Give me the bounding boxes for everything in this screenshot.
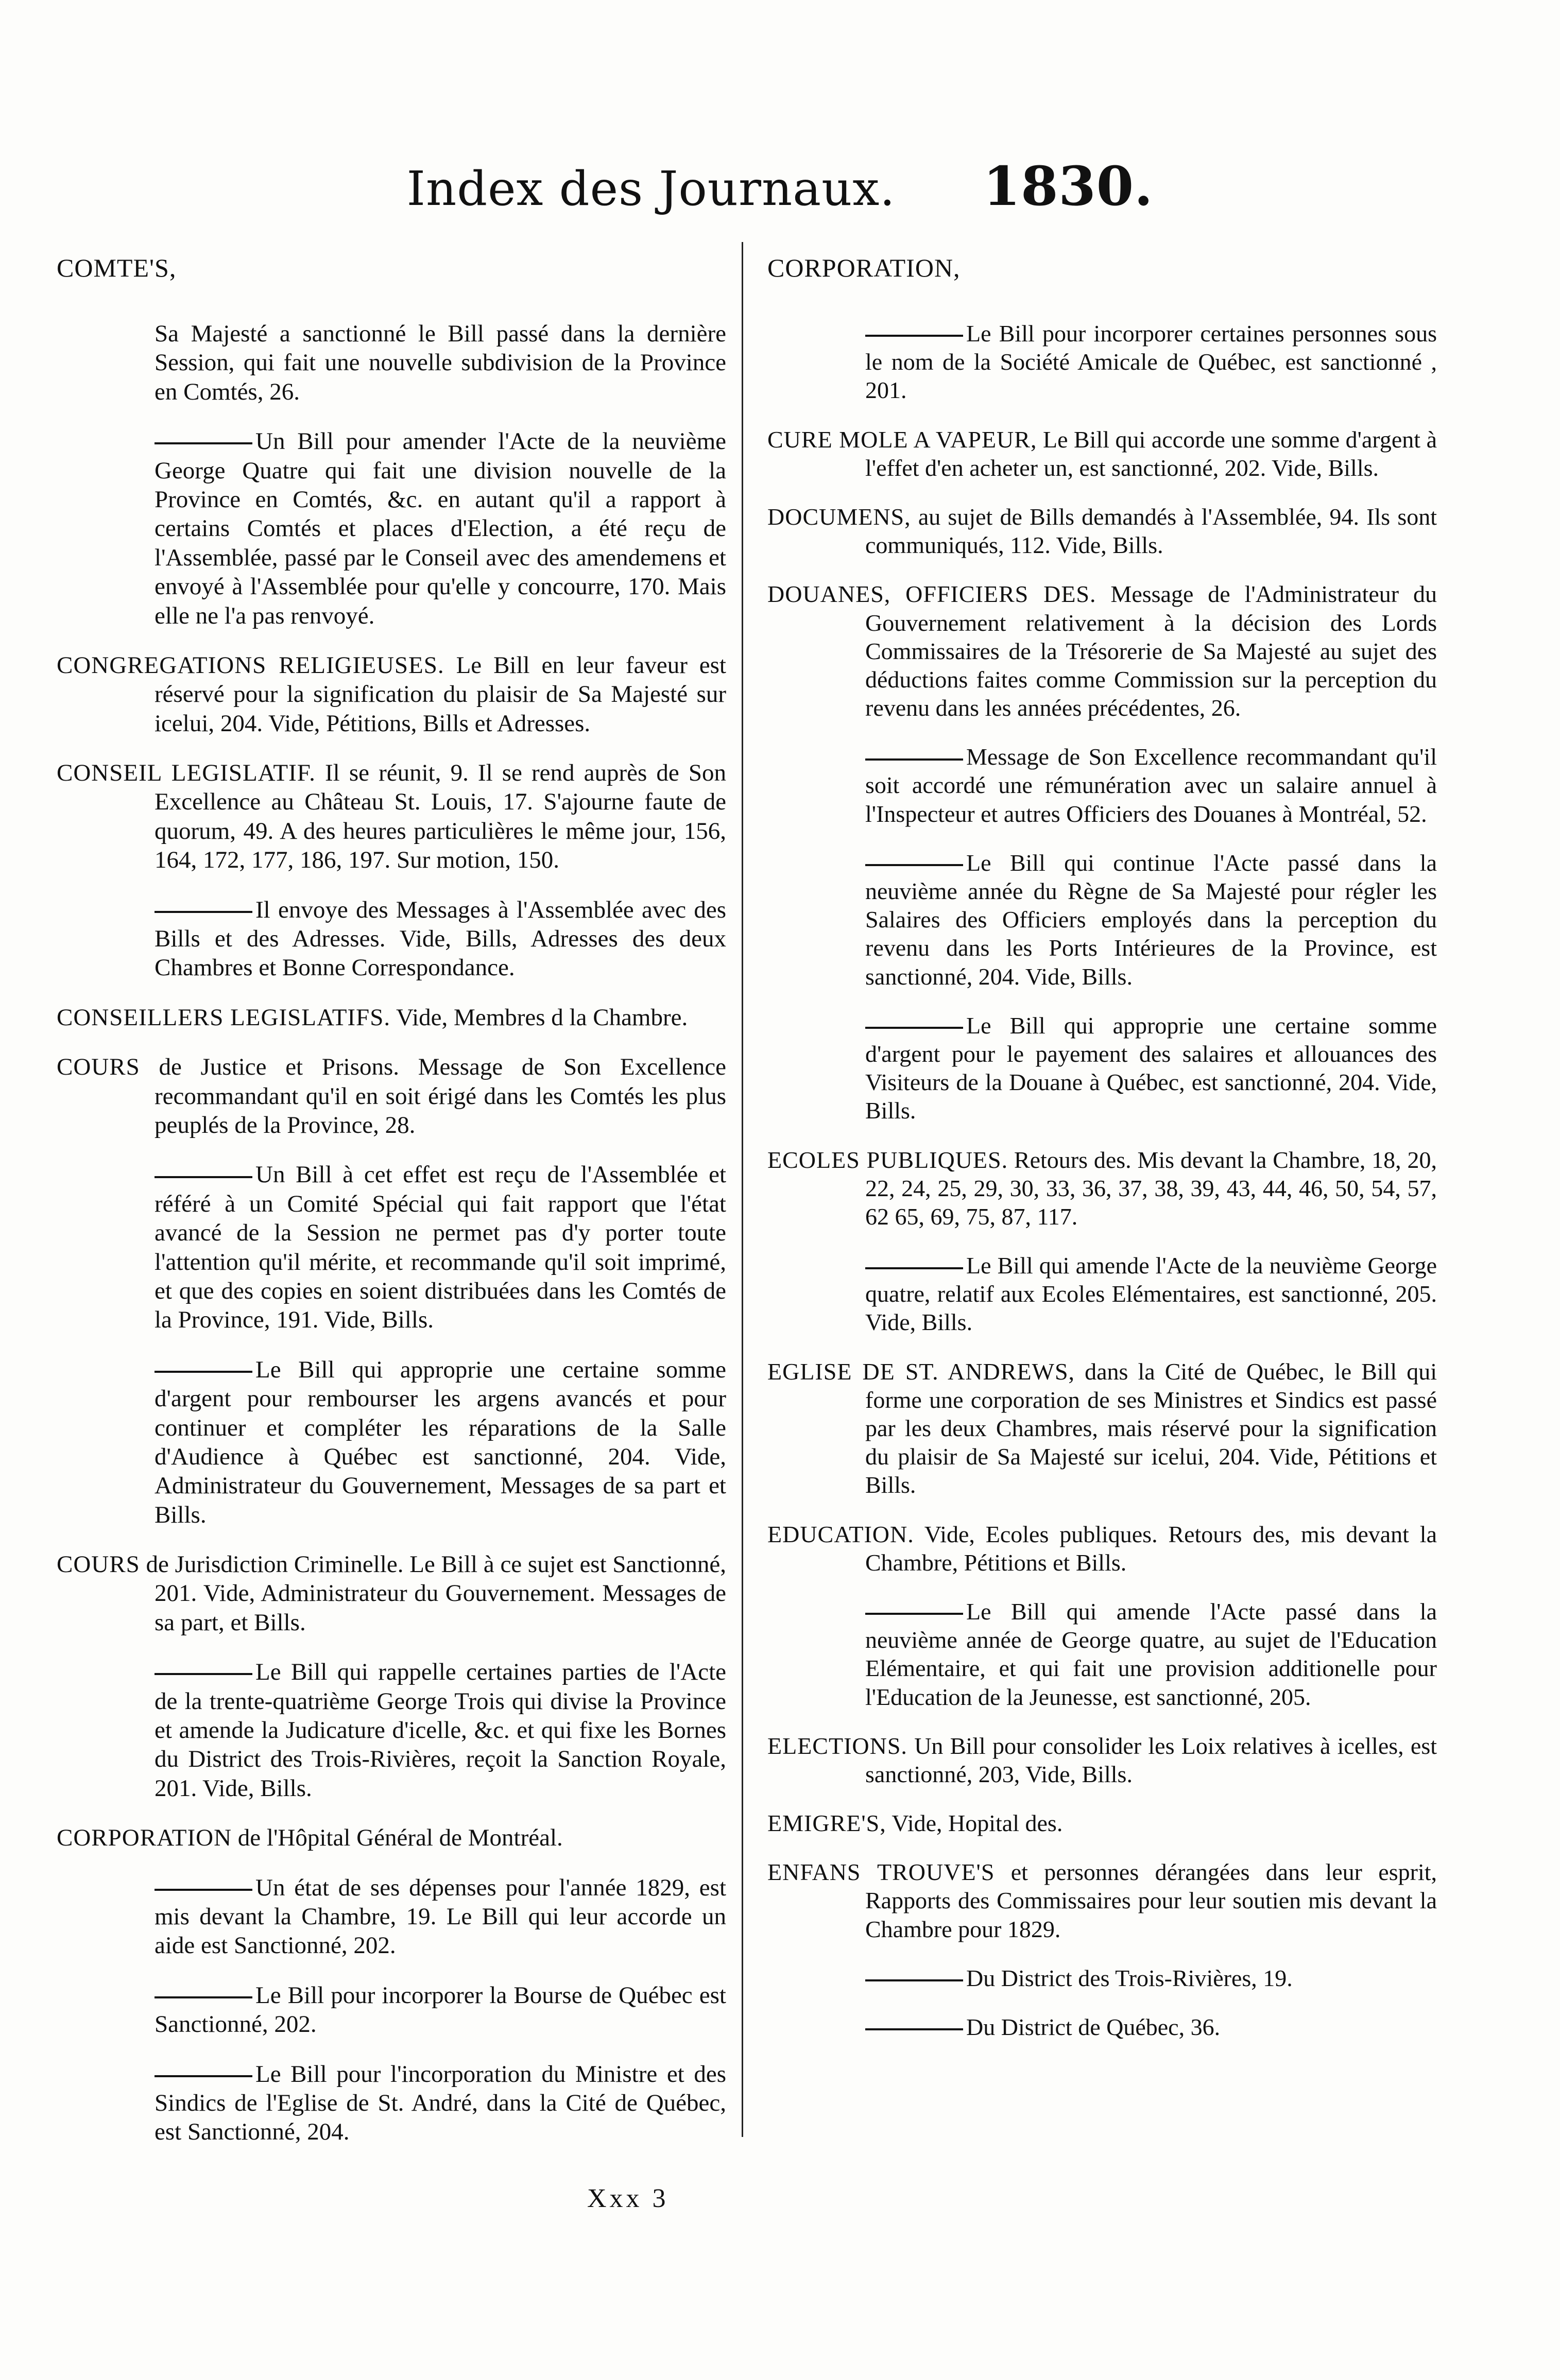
entry-text: de l'Hôpital Général de Montréal.: [237, 1824, 563, 1852]
ditto-dash: [865, 1027, 963, 1029]
index-entry: [57, 1981, 726, 2039]
entry-head: ENFANS TROUVE'S: [767, 1859, 995, 1886]
entry-text: Sa Majesté a sanctionné le Bill passé dans la dernière Session, qui fait une nouvelle subdivision de la Province en Comtés, 26.: [155, 320, 726, 405]
entry-text: Retours des. Mis devant la Chambre, 18, 20, 22, 24, 25, 29, 30, 33, 36, 37, 38, 39, 43, 44, 46, 50, 54, 57, 62 65, 69, 75, 87, 117.: [865, 1146, 1437, 1230]
entry-text: Du District de Québec, 36.: [966, 2014, 1221, 2040]
index-entry: [57, 1053, 726, 1140]
ditto-dash: [155, 1371, 252, 1373]
index-entry: [57, 2060, 726, 2147]
entry-text: Il se réunit, 9. Il se rend auprès de Son Excellence au Château St. Louis, 17. S'ajourne faute de quorum, 49. A des heures particulières le même jour, 156, 164, 172, 177, 186, 197. Sur motion, 150.: [155, 760, 726, 874]
ditto-dash: [155, 442, 252, 444]
ditto-dash: [155, 911, 252, 913]
entry-head: CONSEIL LEGISLATIF.: [57, 760, 316, 787]
entry-head: EMIGRE'S,: [767, 1810, 886, 1837]
right-column-heading: CORPORATION,: [767, 253, 961, 282]
entry-text: Le Bill qui rappelle certaines parties de l'Acte de la trente-quatrième George Trois qui divise la Province et amende la Judicature d'icelle, &c. et qui fixe les Bornes du District des Trois-Rivières, reçoit la Sanction Royale, 201. Vide, Bills.: [155, 1659, 726, 1802]
right-column: [767, 252, 1437, 2062]
entry-head: ELECTIONS.: [767, 1732, 907, 1759]
index-entry: [767, 1858, 1437, 1943]
index-entry: [767, 1520, 1437, 1577]
index-entry: [767, 1146, 1437, 1231]
left-column: [57, 252, 726, 2167]
index-entry: [767, 1809, 1437, 1837]
entry-text: Le Bill en leur faveur est réservé pour la signification du plaisir de Sa Majesté sur icelui, 204. Vide, Pétitions, Bills et Adresses.: [155, 651, 726, 737]
entry-head: COURS: [57, 1551, 140, 1578]
index-entry: [767, 1251, 1437, 1337]
entry-text: Le Bill qui continue l'Acte passé dans la neuvième année du Règne de Sa Majesté pour régler les Salaires des Officiers employés dans la perception du revenu dans les Ports Intérieures de la Province, est sanctionné, 204. Vide, Bills.: [865, 849, 1437, 990]
ditto-dash: [865, 1267, 963, 1269]
running-head-year: 1830.: [983, 154, 1154, 218]
signature-mark: Xxx 3: [587, 2184, 669, 2213]
entry-head: CORPORATION: [57, 1824, 232, 1852]
entry-text: au sujet de Bills demandés à l'Assemblée, 94. Ils sont communiqués, 112. Vide, Bills.: [865, 503, 1437, 559]
ditto-dash: [865, 758, 963, 761]
index-entry: [767, 580, 1437, 722]
ditto-dash: [865, 1979, 963, 1981]
index-entry: [57, 1873, 726, 1960]
entry-text: de Jurisdiction Criminelle. Le Bill à ce sujet est Sanctionné, 201. Vide, Administrateur du Gouvernement. Messages de sa part, et Bills.: [146, 1551, 726, 1636]
entry-text: Le Bill qui approprie une certaine somme d'argent pour rembourser les argens avancés et pour continuer et compléter les réparations de la Salle d'Audience à Québec est sanctionné, 204. Vide, Administrateur du Gouvernement, Messages de sa part et Bills.: [155, 1356, 726, 1528]
entry-text: et personnes dérangées dans leur esprit, Rapports des Commissaires pour leur soutien mis devant la Chambre pour 1829.: [865, 1859, 1437, 1942]
index-entry: [57, 427, 726, 630]
ditto-dash: [155, 2075, 252, 2077]
entry-text: dans la Cité de Québec, le Bill qui forme une corporation de ses Ministres et Sindics est passé par les deux Chambres, mais réservé pour la signification du plaisir de Sa Majesté sur icelui, 204. Vide, Pétitions et Bills.: [865, 1358, 1437, 1498]
ditto-dash: [865, 1613, 963, 1615]
entry-text: Un état de ses dépenses pour l'année 1829, est mis devant la Chambre, 19. Le Bill qui leur accorde un aide est Sanctionné, 202.: [155, 1874, 726, 1959]
index-entry: [767, 503, 1437, 559]
entry-text: Il envoye des Messages à l'Assemblée avec des Bills et des Adresses. Vide, Bills, Adresses des deux Chambres et Bonne Correspondance.: [155, 896, 726, 981]
index-entry: [57, 1003, 726, 1032]
ditto-dash: [865, 2028, 963, 2030]
index-entry: [767, 849, 1437, 991]
entry-text: Le Bill qui amende l'Acte de la neuvième George quatre, relatif aux Ecoles Elémentaires, est sanctionné, 205. Vide, Bills.: [865, 1252, 1437, 1336]
index-entry: [767, 1597, 1437, 1711]
ditto-dash: [155, 1889, 252, 1891]
index-entry: [767, 1357, 1437, 1499]
index-entry: [57, 651, 726, 738]
ditto-dash: [865, 335, 963, 337]
entry-text: Du District des Trois-Rivières, 19.: [966, 1964, 1293, 1991]
entry-text: Le Bill pour incorporer la Bourse de Québec est Sanctionné, 202.: [155, 1981, 726, 2038]
entry-text: Le Bill pour incorporer certaines personnes sous le nom de la Société Amicale de Québec, est sanctionné , 201.: [865, 320, 1437, 404]
entry-text: Message de l'Administrateur du Gouvernement relativement à la décision des Lords Commissaires de la Trésorerie de Sa Majesté au sujet des déductions faites comme Commission sur la perception du revenu dans les années précédentes, 26.: [865, 581, 1437, 721]
entry-head: EGLISE DE ST. ANDREWS,: [767, 1358, 1075, 1385]
index-entry: [57, 1823, 726, 1852]
entry-text: Le Bill qui approprie une certaine somme d'argent pour le payement des salaires et allouances des Visiteurs de la Douane à Québec, est sanctionné, 204. Vide, Bills.: [865, 1012, 1437, 1124]
entry-text: de Justice et Prisons. Message de Son Excellence recommandant qu'il en soit érigé dans les Comtés les plus peuplés de la Province, 28.: [155, 1054, 727, 1139]
running-head-title: Index des Journaux.: [406, 161, 896, 216]
entry-head: DOCUMENS,: [767, 503, 911, 530]
ditto-dash: [155, 1673, 252, 1675]
index-entry: [767, 1011, 1437, 1125]
index-entry: [57, 895, 726, 982]
entry-text: Vide, Ecoles publiques. Retours des, mis devant la Chambre, Pétitions et Bills.: [865, 1521, 1437, 1576]
ditto-dash: [155, 1176, 252, 1178]
index-entry: [57, 1658, 726, 1803]
entry-head: COURS: [57, 1054, 140, 1081]
index-entry: [57, 319, 726, 406]
entry-head: CONSEILLERS LEGISLATIFS.: [57, 1004, 391, 1031]
entry-text: Un Bill pour consolider les Loix relatives à icelles, est sanctionné, 203, Vide, Bills.: [865, 1732, 1437, 1787]
index-entry: [57, 758, 726, 875]
index-entry: [767, 1732, 1437, 1788]
entry-text: Vide, Membres d la Chambre.: [396, 1004, 688, 1031]
entry-text: Un Bill à cet effet est reçu de l'Assemblée et référé à un Comité Spécial qui fait rapport que l'état avancé de la Session ne permet pas d'y porter toute l'attention qu'il mérite, et recommande qu'il soit imprimé, et que des copies en soient distribuées dans les Comtés de la Province, 191. Vide, Bills.: [155, 1161, 726, 1334]
entry-head: CONGREGATIONS RELIGIEUSES.: [57, 651, 444, 679]
index-entry: [767, 2013, 1437, 2041]
left-column-heading: COMTE'S,: [57, 253, 177, 282]
index-entry: [57, 1160, 726, 1334]
entry-text: Vide, Hopital des.: [892, 1810, 1063, 1837]
running-head: [0, 154, 1560, 218]
entry-text: Le Bill qui amende l'Acte passé dans la neuvième année de George quatre, au sujet de l'Education Elémentaire, et qui fait une provision additionelle pour l'Education de la Jeunesse, est sanctionné, 205.: [865, 1598, 1437, 1710]
entry-text: Le Bill pour l'incorporation du Ministre et des Sindics de l'Eglise de St. André, dans la Cité de Québec, est Sanctionné, 204.: [155, 2060, 726, 2146]
ditto-dash: [155, 1996, 252, 1998]
index-entry: [57, 1550, 726, 1637]
entry-head: DOUANES, OFFICIERS DES.: [767, 581, 1096, 608]
column-divider: [742, 242, 743, 2137]
index-entry: [767, 1964, 1437, 1992]
index-entry: [767, 425, 1437, 482]
entry-head: EDUCATION.: [767, 1521, 914, 1547]
index-entry: [767, 319, 1437, 405]
entry-head: ECOLES PUBLIQUES.: [767, 1146, 1008, 1173]
entry-text: Un Bill pour amender l'Acte de la neuvième George Quatre qui fait une division nouvelle de la Province en Comtés, &c. en autant qu'il a rapport à certains Comtés et places d'Election, a été reçu de l'Assemblée, passé par le Conseil avec des amendemens et envoyé à l'Assemblée pour qu'elle y concourre, 170. Mais elle ne l'a pas renvoyé.: [155, 428, 726, 629]
index-entry: [57, 1355, 726, 1529]
entry-head: CURE MOLE A VAPEUR,: [767, 426, 1037, 453]
index-entry: [767, 743, 1437, 828]
entry-text: Le Bill qui accorde une somme d'argent à l'effet d'en acheter un, est sanctionné, 202. Vide, Bills.: [865, 426, 1437, 481]
entry-text: Message de Son Excellence recommandant qu'il soit accordé une rémunération avec un salaire annuel à l'Inspecteur et autres Officiers des Douanes à Montréal, 52.: [865, 744, 1437, 827]
ditto-dash: [865, 864, 963, 866]
